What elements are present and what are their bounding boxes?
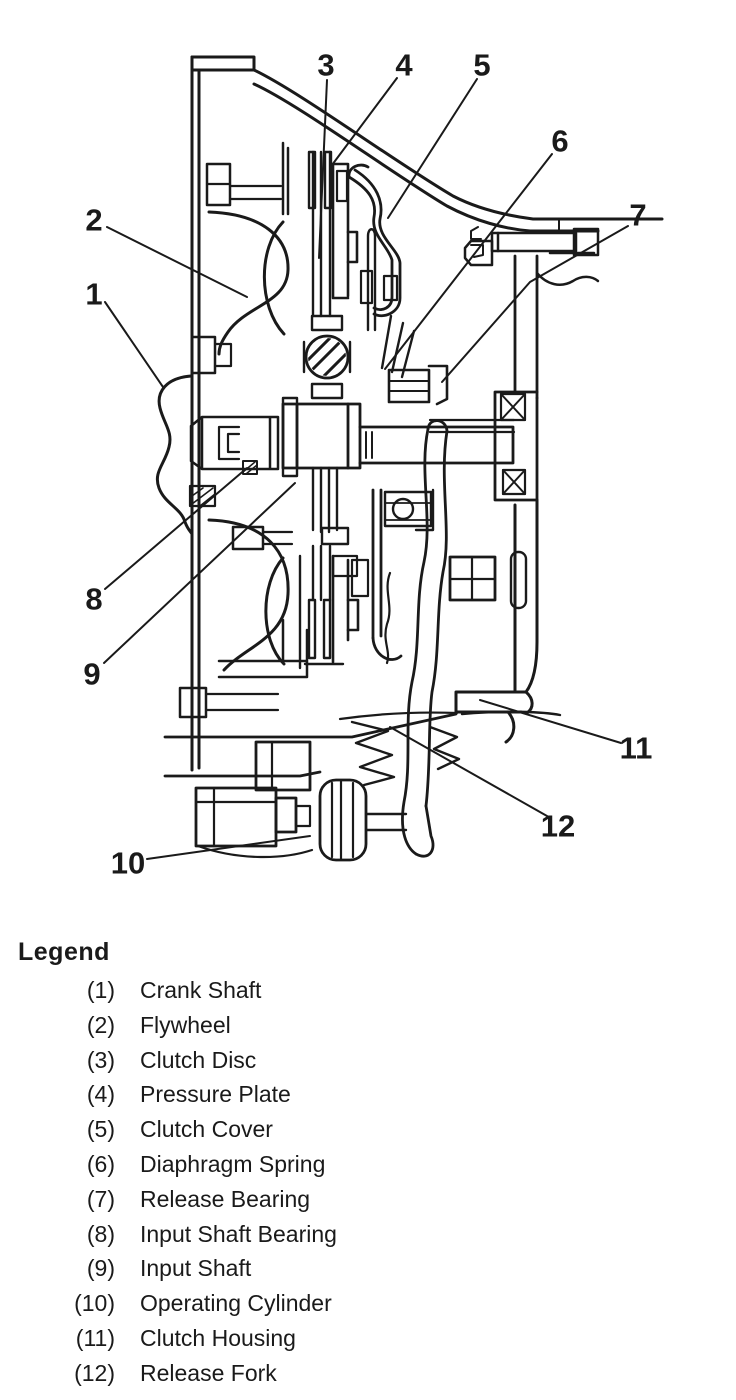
legend-title: Legend	[18, 938, 110, 966]
legend-rows	[18, 977, 718, 1395]
legend-item	[18, 1151, 718, 1186]
callout-leader-1	[105, 302, 163, 387]
legend-item	[18, 977, 718, 1012]
legend-item-label: Crank Shaft	[140, 977, 262, 1003]
callout-number-3: 3	[317, 47, 335, 83]
legend-item-number: (12)	[74, 1359, 115, 1386]
legend-item-label: Release Fork	[140, 1359, 277, 1386]
legend-item	[18, 1081, 718, 1116]
callout-number-6: 6	[551, 123, 569, 159]
legend-item-number: (4)	[86, 1081, 115, 1108]
release-fork	[385, 421, 495, 857]
legend-item	[18, 1290, 718, 1325]
legend-item-number: (5)	[86, 1116, 115, 1143]
callout-leader-7	[442, 226, 628, 382]
legend	[18, 938, 718, 1395]
legend-item	[18, 1047, 718, 1082]
legend-item	[18, 1325, 718, 1360]
legend-item-label: Input Shaft	[140, 1255, 252, 1282]
callout-leader-6	[385, 154, 552, 369]
legend-item-label: Pressure Plate	[140, 1081, 291, 1108]
legend-item-number: (8)	[86, 1220, 115, 1247]
callout-leader-8	[105, 468, 247, 589]
legend-item	[18, 1221, 718, 1256]
flywheel	[180, 57, 307, 770]
callout-number-8: 8	[85, 581, 103, 617]
legend-item-label: Diaphragm Spring	[140, 1150, 326, 1177]
legend-item-number: (3)	[86, 1046, 115, 1073]
operating-cylinder	[196, 742, 406, 860]
legend-item	[18, 1360, 718, 1395]
legend-item	[18, 1255, 718, 1290]
legend-item-number: (10)	[74, 1290, 115, 1317]
legend-item-number: (11)	[75, 1324, 115, 1351]
pressure-plate	[333, 164, 358, 662]
crankshaft	[157, 376, 278, 534]
legend-item-number: (7)	[86, 1185, 115, 1212]
callout-number-10: 10	[110, 845, 146, 881]
housing-lower-wall	[165, 713, 459, 785]
bell-housing-roof	[192, 57, 662, 285]
legend-item-label: Clutch Housing	[140, 1324, 296, 1351]
legend-item	[18, 1012, 718, 1047]
legend-item-number: (9)	[86, 1255, 115, 1282]
callout-leader-2	[107, 227, 247, 297]
clutch-housing	[456, 500, 560, 742]
legend-item-number: (1)	[86, 977, 115, 1003]
callout-number-2: 2	[85, 202, 103, 238]
legend-item-number: (6)	[86, 1150, 115, 1177]
callout-number-7: 7	[629, 197, 647, 233]
legend-item-label: Input Shaft Bearing	[140, 1220, 337, 1247]
legend-item-label: Flywheel	[140, 1011, 231, 1038]
legend-item-label: Clutch Cover	[140, 1116, 273, 1143]
disc-hub	[283, 398, 360, 476]
callout-number-9: 9	[83, 656, 101, 692]
callout-number-12: 12	[540, 808, 576, 844]
callout-number-5: 5	[473, 47, 491, 83]
callout-number-1: 1	[85, 276, 103, 312]
callout-number-11: 11	[619, 730, 653, 766]
release-bearing	[389, 366, 447, 404]
legend-item	[18, 1116, 718, 1151]
mount-bolt	[465, 227, 598, 265]
callout-number-4: 4	[395, 47, 413, 83]
legend-item	[18, 1186, 718, 1221]
legend-item-label: Clutch Disc	[140, 1046, 257, 1073]
callout-leader-11	[480, 700, 621, 743]
legend-item-label: Release Bearing	[140, 1185, 311, 1212]
legend-item-label: Operating Cylinder	[140, 1290, 332, 1317]
callout-leader-12	[390, 727, 547, 816]
legend-item-number: (2)	[86, 1011, 115, 1038]
clutch-disc	[300, 152, 352, 668]
